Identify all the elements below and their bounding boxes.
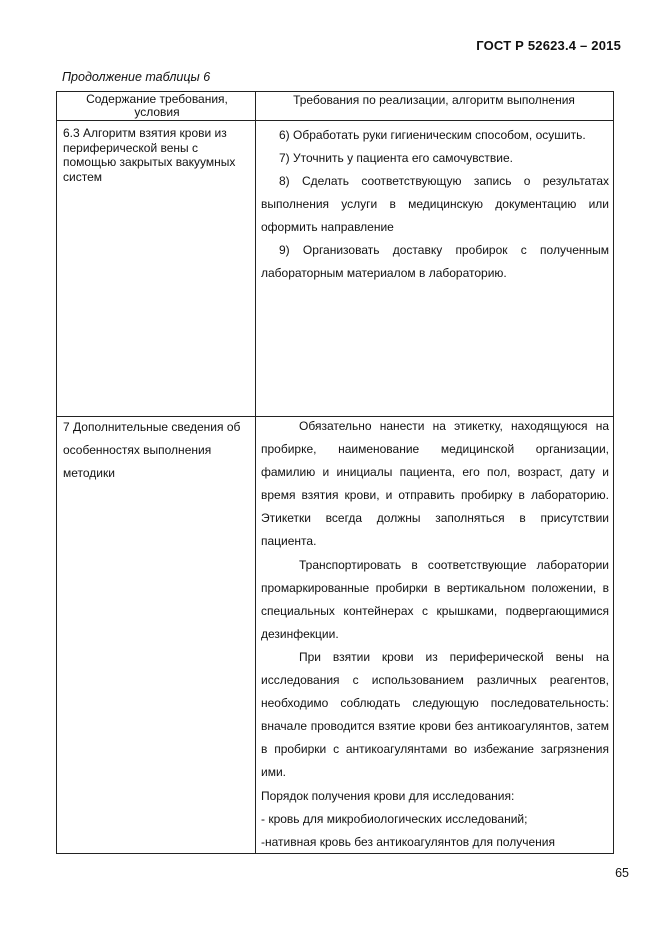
row-label: 7 Дополнительные сведения об особенностях выполнения методики <box>63 420 241 481</box>
row-label: 6.3 Алгоритм взятия крови из периферической вены с помощью закрытых вакуумных систем <box>63 126 236 184</box>
paragraph: Порядок получения крови для исследования: <box>261 788 515 803</box>
paragraph: -нативная кровь без антикоагулянтов для получения <box>261 834 555 849</box>
document-header: ГОСТ Р 52623.4 – 2015 <box>476 38 621 53</box>
paragraph: 8) Сделать соответствующую запись о результатах выполнения услуги в медицинскую документацию или оформить направление <box>261 174 609 234</box>
row-content <box>261 124 609 285</box>
column-divider <box>255 92 256 853</box>
requirements-table <box>56 91 614 854</box>
table-caption: Продолжение таблицы 6 <box>62 70 211 84</box>
paragraph: Транспортировать в соответствующие лаборатории промаркированные пробирки в вертикальном положении, в специальных контейнерах с крышками, подвергающимися дезинфекции. <box>261 557 609 641</box>
paragraph: 7) Уточнить у пациента его самочувствие. <box>279 151 514 165</box>
column-header-requirement: Содержание требования, условия <box>86 92 228 119</box>
page-number: 65 <box>615 866 629 880</box>
paragraph: - кровь для микробиологических исследований; <box>261 811 528 826</box>
paragraph: 6) Обработать руки гигиеническим способом, осушить. <box>279 128 586 142</box>
column-header-algorithm: Требования по реализации, алгоритм выполнения <box>293 93 575 107</box>
paragraph: 9) Организовать доставку пробирок с полученным лабораторным материалом в лабораторию. <box>261 243 609 280</box>
row-content <box>261 415 609 854</box>
paragraph: Обязательно нанести на этикетку, находящуюся на пробирке, наименование медицинской организации, фамилию и инициалы пациента, его пол, возраст, дату и время взятия крови, и отправить пробирку в лабораторию. Этикетки всегда должны заполняться в присутствии пациента. <box>261 419 609 549</box>
paragraph: При взятии крови из периферической вены на исследования с использованием различных реагентов, необходимо соблюдать следующую последовательность: вначале проводится взятие крови без антикоагулянтов, затем в пробирки с антикоагулянтами во избежание загрязнения ими. <box>261 649 609 780</box>
